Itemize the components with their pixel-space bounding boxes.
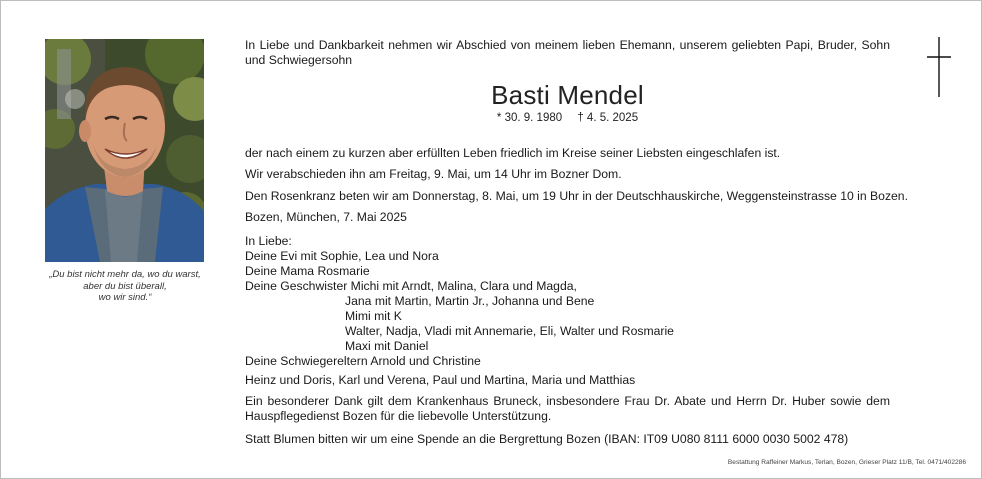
deceased-name: Basti Mendel [491, 80, 644, 110]
life-dates [245, 111, 890, 125]
paragraph: Bozen, München, 7. Mai 2025 [245, 210, 407, 224]
quote-line: „Du bist nicht mehr da, wo du warst, [49, 269, 201, 280]
funeral-home-footer: Bestattung Raffeiner Markus, Terlan, Bozen, Grieser Platz 11/B, Tel. 0471/402286 [727, 459, 966, 466]
paragraph: Den Rosenkranz beten wir am Donnerstag, 8. Mai, um 19 Uhr in der Deutschhauskirche, Weggensteinstrasse 10 in Bozen. [245, 189, 908, 203]
quote-line: wo wir sind.“ [98, 292, 152, 303]
mourner-line: Mimi mit K [345, 309, 402, 323]
birth-date: * 30. 9. 1980 [496, 112, 563, 124]
donation-text: Statt Blumen bitten wir um eine Spende an die Bergrettung Bozen (IBAN: IT09 U080 8111 6000 0030 5002 478) [245, 432, 849, 446]
mourner-line: Jana mit Martin, Martin Jr., Johanna und Bene [345, 294, 595, 308]
cross-icon [922, 37, 956, 104]
mourner-line: Walter, Nadja, Vladi mit Annemarie, Eli, Walter und Rosmarie [345, 324, 674, 338]
quote [21, 269, 229, 304]
mourner-line: Deine Geschwister Michi mit Arndt, Malina, Clara und Magda, [245, 279, 577, 293]
paragraph: Wir verabschieden ihn am Freitag, 9. Mai, um 14 Uhr im Bozner Dom. [245, 167, 622, 181]
intro-text: In Liebe und Dankbarkeit nehmen wir Abschied von meinem lieben Ehemann, unserem geliebten Papi, Bruder, Sohn und Schwiegersohn [245, 38, 890, 67]
mourner-line: Maxi mit Daniel [345, 339, 429, 353]
thanks-text: Ein besonderer Dank gilt dem Krankenhaus Bruneck, insbesondere Frau Dr. Abate und Herrn Dr. Huber sowie dem Hauspflegedienst Bozen für die liebevolle Unterstützung. [245, 394, 890, 423]
death-date: † 4. 5. 2025 [577, 112, 639, 124]
mourner-line: Deine Schwiegereltern Arnold und Christine [245, 354, 481, 368]
mourner-line: Deine Evi mit Sophie, Lea und Nora [245, 249, 439, 263]
mourner-line: Deine Mama Rosmarie [245, 264, 370, 278]
mourner-line: Heinz und Doris, Karl und Verena, Paul und Martina, Maria und Matthias [245, 373, 636, 387]
portrait-photo [45, 39, 204, 262]
mourner-line: In Liebe: [245, 234, 292, 248]
quote-line: aber du bist überall, [83, 280, 167, 292]
paragraph: der nach einem zu kurzen aber erfüllten Leben friedlich im Kreise seiner Liebsten eingeschlafen ist. [245, 146, 781, 160]
